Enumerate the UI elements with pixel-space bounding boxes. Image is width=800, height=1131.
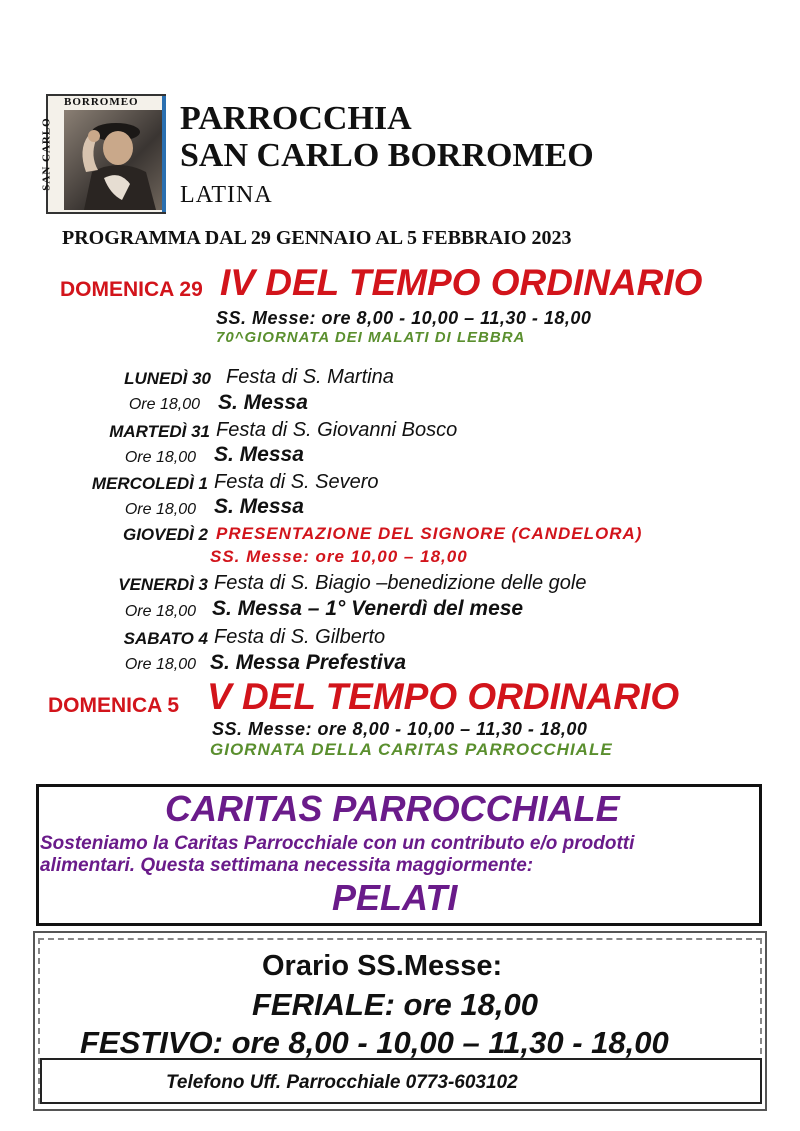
sunday2-day: DOMENICA 5: [48, 694, 180, 717]
parish-city: LATINA: [180, 182, 273, 208]
sunday1-day: DOMENICA 29: [60, 278, 203, 301]
sunday1-title: IV DEL TEMPO ORDINARIO: [220, 262, 703, 303]
caritas-line1: Sosteniamo la Caritas Parrocchiale con un contributo e/o prodotti: [40, 833, 635, 854]
mass-label: S. Messa: [214, 443, 304, 466]
orario-title: Orario SS.Messe:: [262, 950, 503, 982]
mass-label: S. Messa – 1° Venerdì del mese: [212, 597, 524, 620]
day-label: MARTEDÌ 31: [109, 422, 210, 441]
caritas-line2: alimentari. Questa settimana necessita maggiormente:: [40, 855, 534, 876]
parish-logo: [40, 94, 166, 214]
mass-time: Ore 18,00: [128, 396, 200, 413]
parish-name: SAN CARLO BORROMEO: [180, 137, 594, 174]
saint-portrait-icon: [64, 110, 162, 210]
mass-time: Ore 18,00: [124, 656, 196, 673]
mass-time: Ore 18,00: [124, 449, 196, 466]
day-label: VENERDÌ 3: [118, 575, 208, 594]
saint-portrait-image: [64, 110, 162, 210]
sunday1-masses: SS. Messe: ore 8,00 - 10,00 – 11,30 - 18,00: [216, 308, 592, 328]
sunday1-note: 70^GIORNATA DEI MALATI DI LEBBRA: [216, 329, 526, 346]
day-label: MERCOLEDÌ 1: [91, 474, 208, 493]
feast-text: Festa di S. Giovanni Bosco: [216, 419, 458, 441]
mass-label: S. Messa: [214, 495, 304, 518]
parish-title: PARROCCHIA: [180, 100, 412, 137]
logo-blue-border: [162, 96, 166, 212]
sunday2-masses: SS. Messe: ore 8,00 - 10,00 – 11,30 - 18,00: [212, 719, 588, 739]
orario-feriale: FERIALE: ore 18,00: [252, 987, 538, 1022]
programma-heading: PROGRAMMA DAL 29 GENNAIO AL 5 FEBBRAIO 2023: [62, 227, 572, 249]
day-label: GIOVEDÌ 2: [122, 525, 208, 544]
feast-text: PRESENTAZIONE DEL SIGNORE (CANDELORA): [216, 524, 643, 543]
feast-text: Festa di S. Biagio –benedizione delle gole: [214, 572, 587, 594]
logo-side-text: SAN CARLO: [40, 117, 53, 191]
sunday2-title: V DEL TEMPO ORDINARIO: [207, 676, 680, 717]
feast-text: Festa di S. Severo: [214, 471, 379, 493]
feast-text: Festa di S. Martina: [226, 366, 394, 388]
logo-top-text: BORROMEO: [64, 96, 139, 108]
day-label: SABATO 4: [123, 629, 208, 648]
mass-label: S. Messa Prefestiva: [210, 651, 407, 674]
day-label: LUNEDÌ 30: [124, 369, 211, 388]
mass-label: S. Messa: [218, 391, 308, 414]
caritas-title: CARITAS PARROCCHIALE: [165, 788, 620, 829]
mass-time: Ore 18,00: [124, 501, 196, 518]
caritas-item: PELATI: [332, 877, 458, 918]
phone-text: Telefono Uff. Parrocchiale 0773-603102: [166, 1072, 518, 1093]
sunday2-note: GIORNATA DELLA CARITAS PARROCCHIALE: [210, 740, 613, 759]
orario-festivo: FESTIVO: ore 8,00 - 10,00 – 11,30 - 18,00: [80, 1025, 669, 1060]
logo-side-band: [40, 96, 63, 212]
mass-label: SS. Messe: ore 10,00 – 18,00: [210, 547, 468, 566]
feast-text: Festa di S. Gilberto: [214, 626, 386, 648]
mass-time: Ore 18,00: [124, 603, 196, 620]
